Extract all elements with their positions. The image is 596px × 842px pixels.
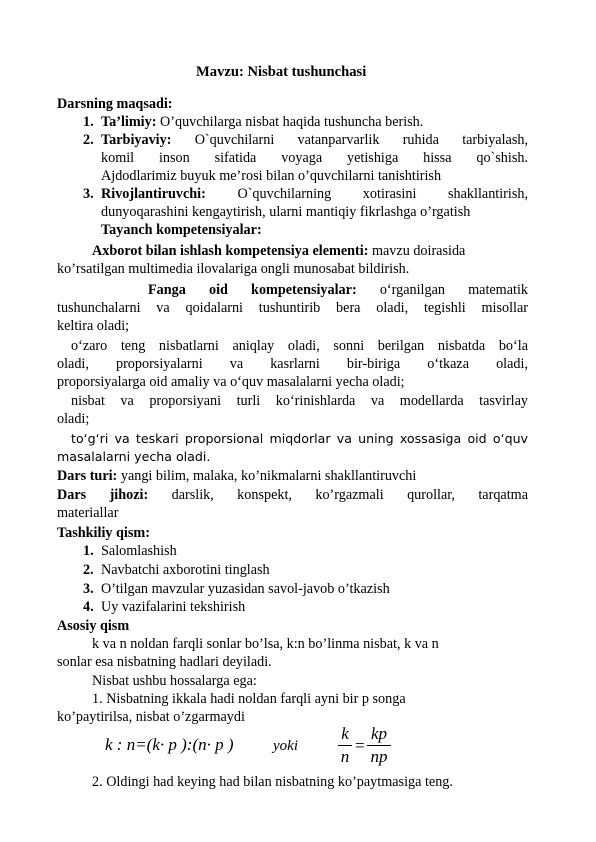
fraction-left — [338, 724, 352, 767]
fraction-right — [367, 724, 391, 767]
ratio-line-3: proporsiyalarga oid amaliy va o‘quv masalalarni yecha oladi; — [57, 374, 405, 390]
direct-proportion-line-2: masalalarni yecha oladi. — [57, 449, 211, 464]
fraction-bar — [367, 745, 391, 746]
org-item-text: Navbatchi axborotini tinglash — [101, 562, 270, 578]
goals-heading: Darsning maqsadi: — [57, 96, 173, 112]
org-item-number: 3. — [83, 581, 94, 597]
equipment-line-1 — [57, 486, 528, 504]
ratio-formula: k : n=(k· p ):(n· p ) — [105, 735, 234, 754]
fraction-numerator: kp — [370, 724, 388, 743]
info-label: Axborot bilan ishlash kompetensiya elementi: — [92, 243, 369, 259]
fraction-numerator: k — [341, 724, 349, 743]
info-competence-line-2: ko’rsatilgan multimedia ilovalariga ongli munosabat bildirish. — [57, 261, 410, 277]
fraction-denominator: n — [340, 747, 350, 766]
org-item — [83, 542, 177, 560]
main-paragraph-1-line-1: k va n noldan farqli sonlar bo’lsa, k:n bo’linma nisbat, k va n — [92, 636, 439, 652]
equipment-label: Dars jihozi: — [57, 487, 149, 503]
goal-label: Rivojlantiruvchi: — [101, 186, 206, 202]
lesson-type-label: Dars turi: — [57, 468, 118, 484]
main-paragraph-1-line-2: sonlar esa nisbatning hadlari deyiladi. — [57, 654, 272, 670]
main-paragraph-2: Nisbat ushbu hossalarga ega: — [92, 673, 257, 689]
goal-label: Tarbiyaviy: — [101, 132, 172, 148]
org-item-text: Salomlashish — [101, 543, 177, 559]
info-text: mavzu doirasida — [371, 243, 466, 259]
subject-label: Fanga oid kompetensiyalar: — [148, 282, 357, 298]
subject-text: o‘rganilgan matematik — [379, 282, 528, 298]
formula-equals: = — [355, 736, 365, 755]
goal-1 — [83, 113, 423, 131]
org-item — [83, 561, 270, 579]
formula-or: yoki — [273, 738, 298, 754]
main-paragraph-4: 2. Oldingi had keying had bilan nisbatning ko’paytmasiga teng. — [92, 774, 453, 790]
goal-number: 1. — [83, 114, 94, 130]
org-heading: Tashkiliy qism: — [57, 525, 150, 541]
goal-text: O`quvchilarni vatanparvarlik ruhida tarbiyalash, — [194, 132, 528, 148]
support-heading: Tayanch kompetensiyalar: — [101, 222, 262, 238]
subject-competence-line-3: keltira oladi; — [57, 318, 130, 334]
model-line-1: nisbat va proporsiyani turli ko‘rinishlarda va modellarda tasvirlay — [71, 393, 528, 409]
org-item — [83, 580, 390, 598]
fraction-bar — [338, 745, 352, 746]
org-item-text: O’tilgan mavzular yuzasidan savol-javob o’tkazish — [101, 581, 390, 597]
org-item-text: Uy vazifalarini tekshirish — [101, 599, 246, 615]
fraction-denominator: np — [370, 747, 388, 766]
goal-2-line-1 — [83, 131, 528, 149]
goal-label: Ta’limiy: — [101, 114, 157, 130]
main-paragraph-3-line-2: ko’paytirilsa, nisbat o’zgarmaydi — [57, 709, 245, 725]
main-paragraph-3-line-1: 1. Nisbatning ikkala hadi noldan farqli ayni bir p songa — [92, 691, 406, 707]
goal-text: O`quvchilarning xotirasini shakllantirish, — [237, 186, 528, 202]
goal-number: 2. — [83, 132, 94, 148]
goal-2-line-2: komil inson sifatida voyaga yetishiga hissa qo`shish. — [101, 150, 528, 166]
subject-competence-line-2: tushunchalarni va qoidalarni tushuntirib bera oladi, tegishli misollar — [57, 300, 528, 316]
lesson-type-text: yangi bilim, malaka, ko’nikmalarni shakllantiruvchi — [120, 468, 417, 484]
model-line-2: oladi; — [57, 411, 90, 427]
main-heading: Asosiy qism — [57, 618, 130, 634]
org-item — [83, 598, 245, 616]
ratio-line-2: oladi, proporsiyalarni va kasrlarni bir-biriga o‘tkaza oladi, — [57, 356, 528, 372]
goal-text: O’quvchilarga nisbat haqida tushuncha berish. — [160, 114, 424, 130]
equipment-line-2: materiallar — [57, 505, 119, 521]
goal-number: 3. — [83, 186, 94, 202]
direct-proportion-line-1: to‘g‘ri va teskari proporsional miqdorlar va uning xossasiga oid o‘quv — [71, 431, 528, 446]
equipment-text: darslik, konspekt, ko’rgazmali qurollar, tarqatma — [171, 487, 528, 503]
org-item-number: 2. — [83, 562, 94, 578]
goal-2-line-3: Ajdodlarimiz buyuk me’rosi bilan o’quvchilarni tanishtirish — [101, 168, 442, 184]
info-competence-line-1 — [92, 242, 465, 260]
subject-competence-line-1 — [148, 281, 528, 299]
page-title: Mavzu: Nisbat tushunchasi — [196, 64, 367, 80]
org-item-number: 1. — [83, 543, 94, 559]
goal-3-line-2: dunyoqarashini kengaytirish, ularni mantiqiy fikrlashga o’rgatish — [101, 204, 471, 220]
ratio-line-1: o‘zaro teng nisbatlarni aniqlay oladi, sonni berilgan nisbatda bo‘la — [71, 338, 528, 354]
org-item-number: 4. — [83, 599, 94, 615]
goal-3-line-1 — [83, 185, 528, 203]
lesson-type — [57, 467, 416, 485]
